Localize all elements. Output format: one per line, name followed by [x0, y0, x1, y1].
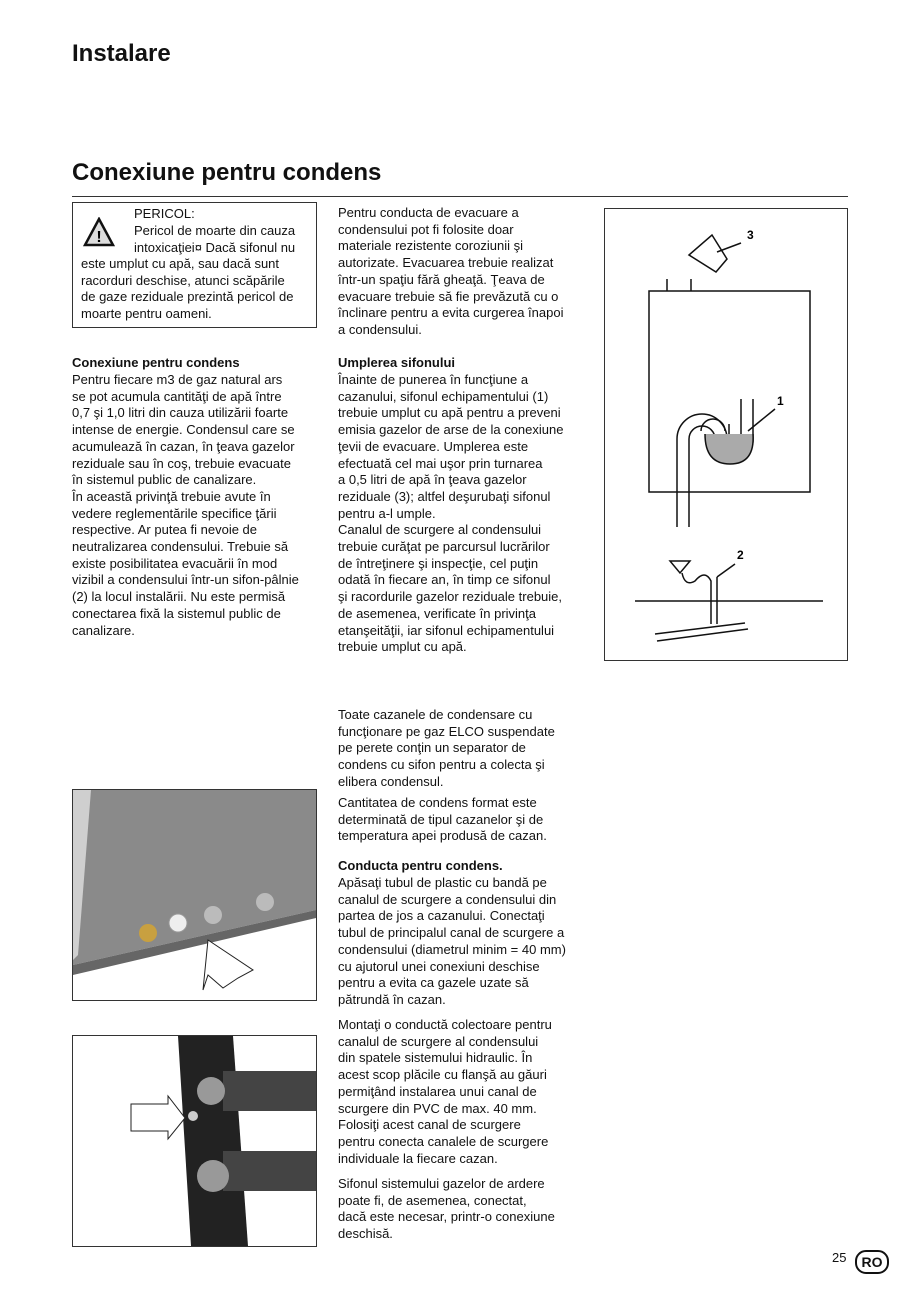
- warning-text: este umplut cu apă, sau dacă sunt racorduri deschise, atunci scăpările de gaze reziduale prezintă pericol de moarte pentru oameni.: [81, 256, 294, 322]
- page-number: 25: [832, 1250, 847, 1265]
- page-header: Instalare: [72, 40, 171, 67]
- lower-p1: Toate cazanele de condensare cu funcţionare pe gaz ELCO suspendate pe perete conţin un separator de condens cu sifon pentru a colecta şi elibera condensul.: [338, 707, 555, 789]
- warning-box: [72, 202, 317, 328]
- flange-photo: [72, 1035, 317, 1247]
- siphon-diagram: [604, 208, 848, 661]
- flange-image: [73, 1036, 316, 1246]
- col2-text: Înainte de punerea în funcţiune a cazanului, sifonul echipamentului (1) trebuie umplut cu apă pentru a preveni emisia gazelor de arse de la conexiune ţevii de evacuare. Umplerea este efectuată cel mai uşor prin turnarea a 0,5 litri de apă în ţeava gazelor reziduale (3); altfel deşurubaţi sifonul pentru a-l umple. Canalul de scurgere al condensului trebuie curăţat pe parcursul lucrărilor de întreţinere şi inspecţie, cel puţin odată în fiecare an, în timp ce sifonul şi racordurile gazelor reziduale trebuie, de asemenea, verificate în privinţa etanşeităţii, iar sifonul echipamentului trebuie umplut cu apă.: [338, 372, 564, 655]
- diagram-label-2: 2: [737, 548, 744, 562]
- col2-intro: Pentru conducta de evacuare a condensului pot fi folosite doar materiale rezistente coroziunii şi autorizate. Evacuarea trebuie realizat într-un spaţiu fără gheaţă. Ţeava de evacuare trebuie să fie prevăzută cu o înclinare pentru a evita curgerea înapoi a condensului.: [338, 205, 564, 337]
- boiler-bottom-photo: [72, 789, 317, 1001]
- lower-heading: Conducta pentru condens.: [338, 858, 503, 873]
- lower-p3: Apăsaţi tubul de plastic cu bandă pe canalul de scurgere a condensului din partea de jos a cazanului. Conectaţi tubul de principalul canal de scurgere a condensului (diametrul minim = 40 mm) cu ajutorul unei conexiuni deschise pentru a evita ca gazele uzate să pătrundă în cazan.: [338, 875, 566, 1007]
- section-divider: [72, 196, 848, 197]
- diagram-label-3: 3: [747, 228, 754, 242]
- siphon-diagram-drawing: [605, 209, 847, 660]
- warning-heading: PERICOL:: [134, 206, 195, 221]
- col2-heading: Umplerea sifonului: [338, 355, 456, 370]
- col1-heading: Conexiune pentru condens: [72, 355, 240, 370]
- lower-p5: Sifonul sistemului gazelor de ardere poate fi, de asemenea, conectat, dacă este necesar, printr-o conexiune deschisă.: [338, 1176, 555, 1242]
- section-title: Conexiune pentru condens: [72, 159, 382, 186]
- lower-p4: Montaţi o conductă colectoare pentru canalul de scurgere al condensului din spatele sistemului hidraulic. În acest scop plăcile cu flanşă au găuri permiţând instalarea unui canal de scurgere din PVC de max. 40 mm. Folosiţi acest canal de scurgere pentru conecta canalele de scurgere individuale la fiecare cazan.: [338, 1017, 552, 1166]
- language-badge: RO: [855, 1250, 889, 1274]
- col1-text: Pentru fiecare m3 de gaz natural ars se pot acumula cantităţi de apă între 0,7 şi 1,0 litri din cauza utilizării foarte intense de energie. Condensul care se acumulează în cazan, în ţeava gazelor reziduale sau în coş, trebuie evacuate în sistemul public de canalizare. În această privinţă trebuie avute în vedere reglementările specifice ţării respective. Ar putea fi nevoie de neutralizarea condensului. Trebuie să existe posibilitatea evacuării în mod vizibil a condensului într-un sifon-pâlnie (2) la locul instalării. Nu este permisă conectarea fixă la sistemul public de canalizare.: [72, 372, 299, 638]
- lower-p2: Cantitatea de condens format este determinată de tipul cazanelor şi de temperatura apei produsă de cazan.: [338, 795, 547, 844]
- diagram-label-1: 1: [777, 394, 784, 408]
- warning-text-indented: Pericol de moarte din cauza intoxicaţiei¤ Dacă sifonul nu: [134, 223, 296, 255]
- svg-text:!: !: [96, 229, 102, 246]
- boiler-bottom-image: [73, 790, 316, 1000]
- warning-icon: [83, 217, 115, 247]
- arrow-icon: [131, 1096, 185, 1139]
- arrow-icon: [203, 940, 253, 990]
